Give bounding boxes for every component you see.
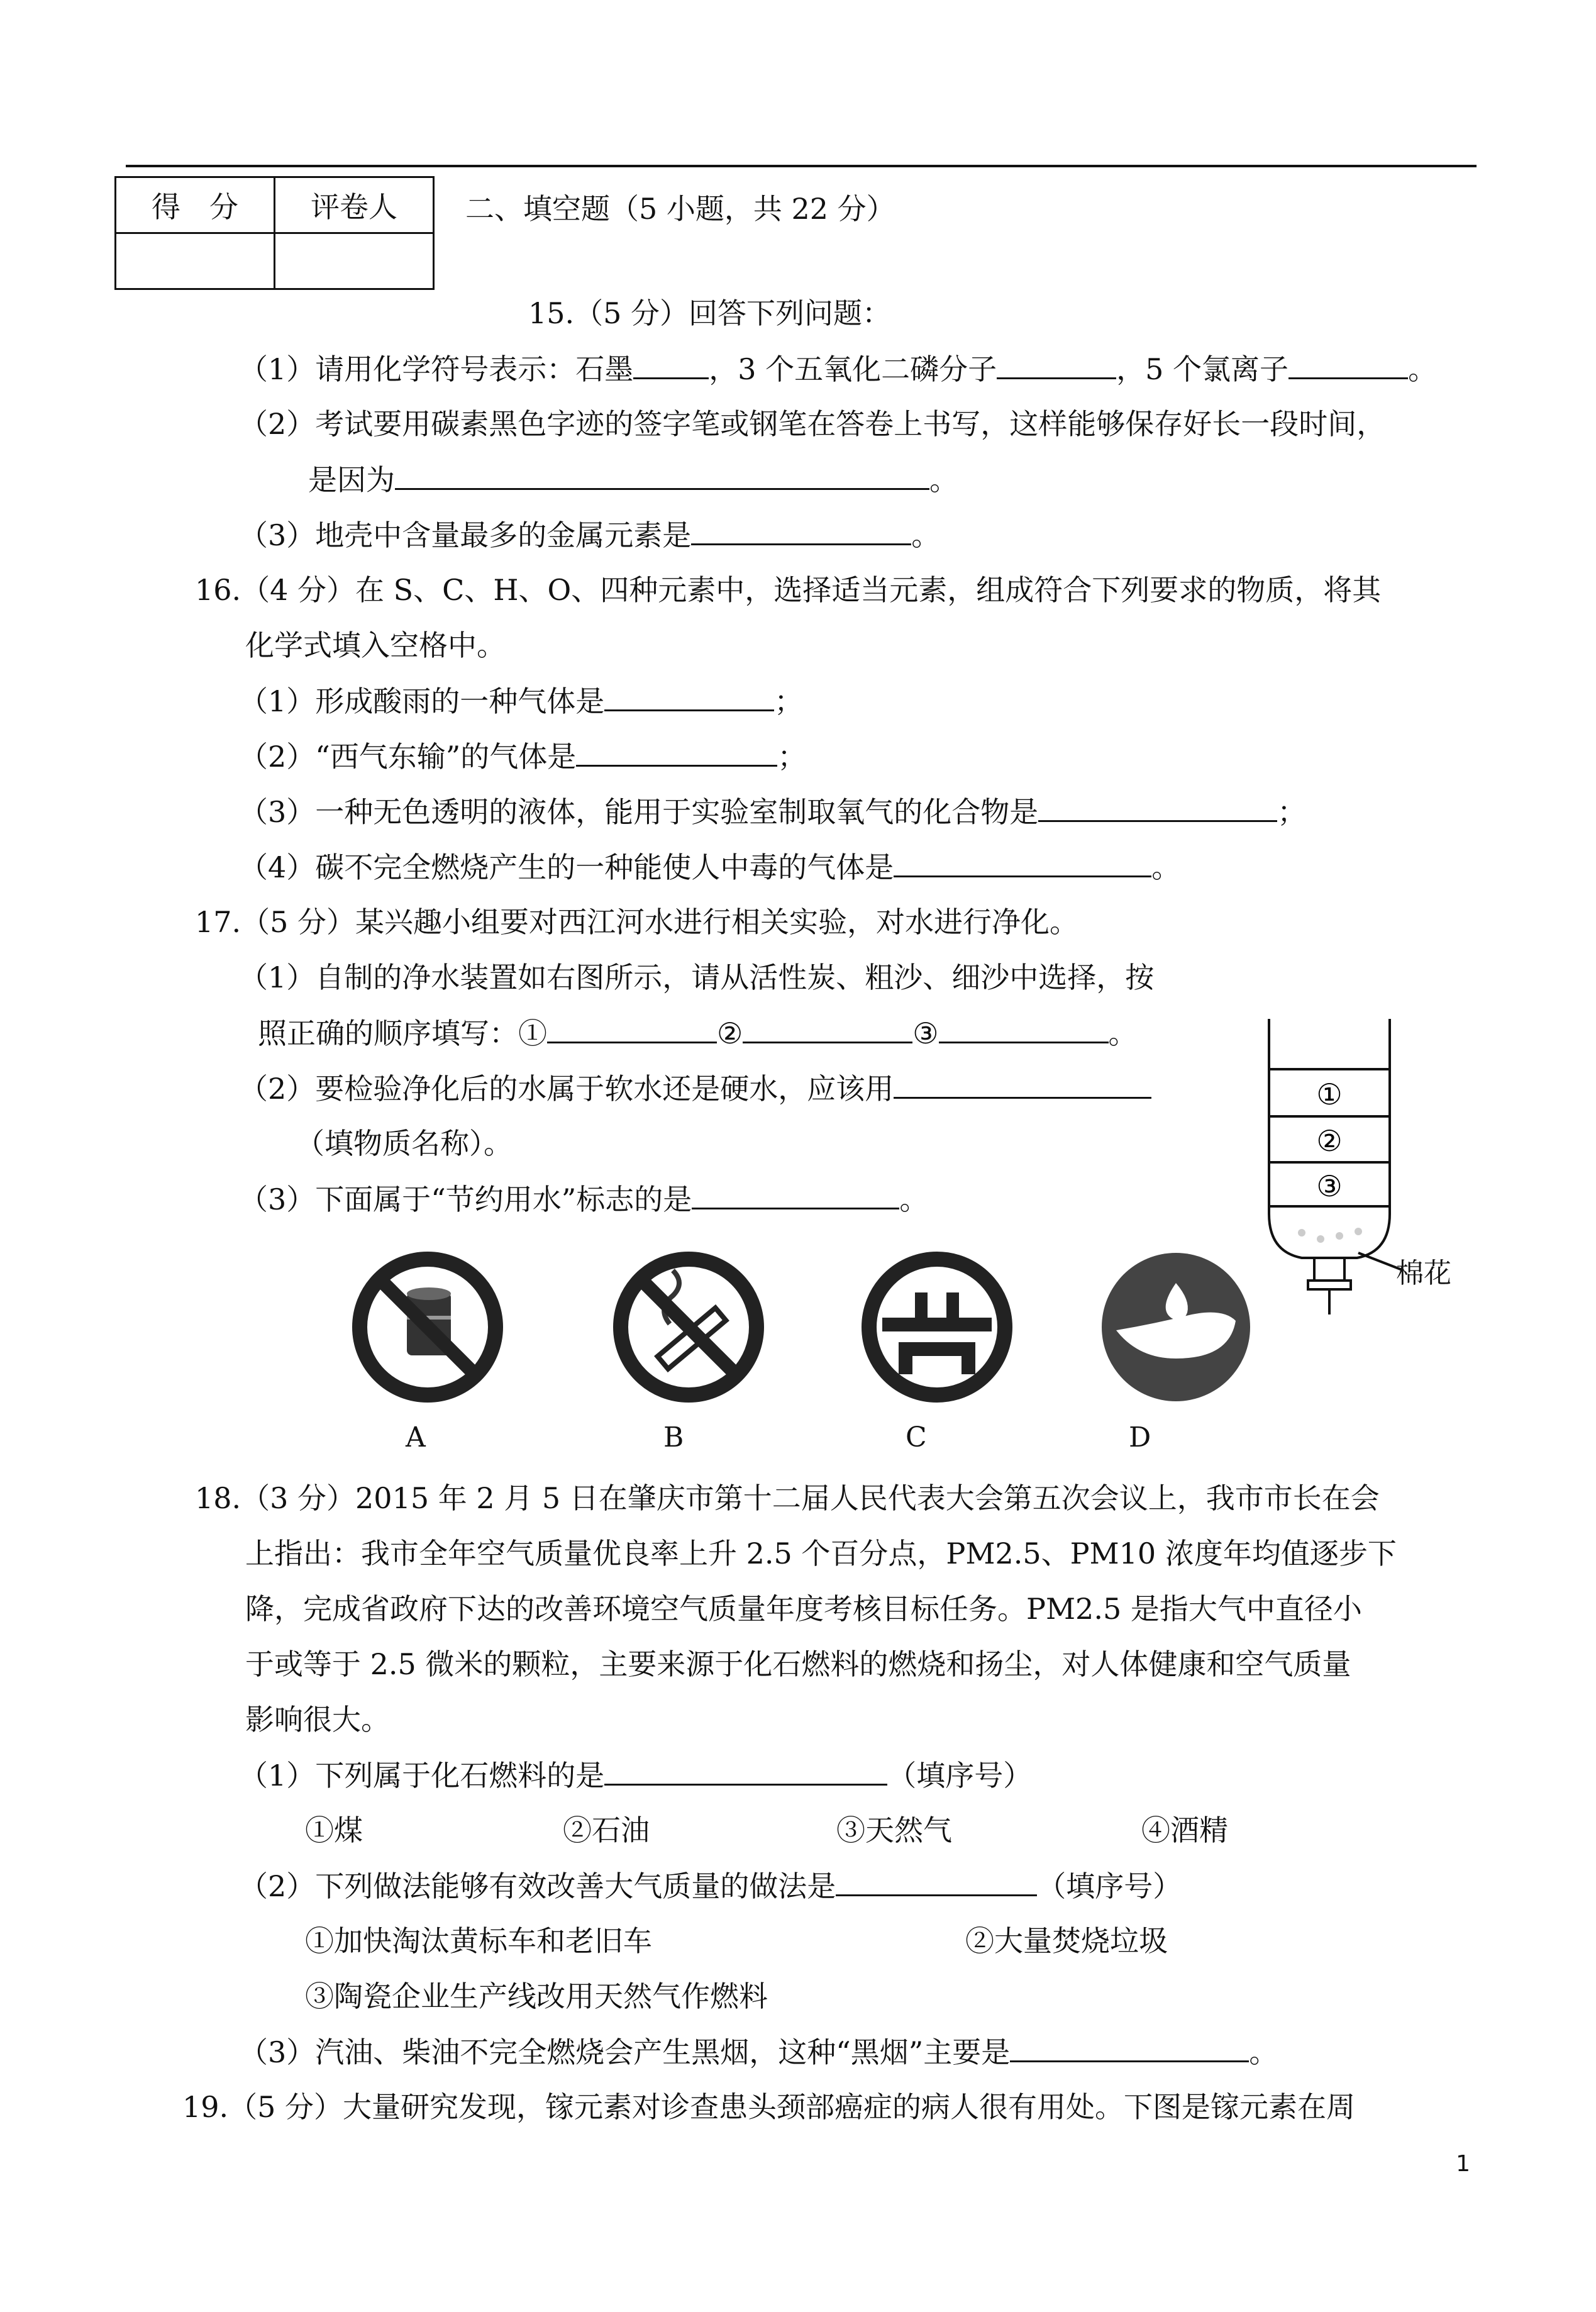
q18-part1: （1）下列属于化石燃料的是 （填序号）: [239, 1756, 1032, 1794]
q17-part1-line1: （1）自制的净水装置如右图所示，请从活性炭、粗沙、细沙中选择，按: [239, 960, 1155, 994]
answer-blank[interactable]: [395, 460, 929, 490]
sign-label-c: C: [906, 1421, 927, 1453]
answer-blank[interactable]: [1038, 792, 1277, 822]
no-smoking-icon[interactable]: [610, 1248, 767, 1406]
answer-blank[interactable]: [604, 682, 774, 711]
score-cell: [116, 233, 275, 289]
q16-part3: （3）一种无色透明的液体，能用于实验室制取氧气的化合物是 ；: [239, 792, 1306, 831]
q18-line4: 于或等于 2.5 微米的颗粒，主要来源于化石燃料的燃烧和扬尘，对人体健康和空气质量: [245, 1647, 1351, 1681]
filter-layer-1: ①: [1316, 1077, 1343, 1111]
filter-layer-2: ②: [1316, 1124, 1343, 1158]
answer-blank[interactable]: [1010, 2033, 1249, 2062]
answer-blank[interactable]: [939, 1014, 1109, 1043]
answer-blank[interactable]: [743, 1014, 912, 1043]
answer-blank[interactable]: [894, 848, 1151, 877]
q18-part3: （3）汽油、柴油不完全燃烧会产生黑烟，这种“黑烟”主要是 。: [239, 2033, 1278, 2071]
sign-label-b: B: [663, 1421, 684, 1453]
q15-part2-line2: 是因为 。: [308, 460, 958, 499]
grader-label: 评卷人: [275, 177, 434, 233]
filter-layer-3: ③: [1316, 1169, 1343, 1203]
sign-label-a: A: [406, 1421, 426, 1453]
q18-line2: 上指出：我市全年空气质量优良率上升 2.5 个百分点，PM2.5、PM10 浓度年均值逐步下: [245, 1537, 1397, 1570]
answer-blank[interactable]: [691, 516, 911, 545]
answer-blank[interactable]: [894, 1069, 1151, 1099]
answer-blank[interactable]: [836, 1867, 1037, 1896]
q18-part2: （2）下列做法能够有效改善大气质量的做法是 （填序号）: [239, 1867, 1182, 1905]
q16-part1: （1）形成酸雨的一种气体是 ；: [239, 682, 803, 720]
q18-option-2b: ②大量焚烧垃圾: [965, 1924, 1168, 1958]
answer-blank[interactable]: [576, 737, 777, 767]
q16-part2: （2）“西气东输”的气体是 ；: [239, 737, 806, 775]
q17-part2-line2: （填物质名称）。: [296, 1126, 513, 1160]
answer-blank[interactable]: [692, 1180, 899, 1209]
q15-part3: （3）地壳中含量最多的金属元素是 。: [239, 516, 940, 554]
q18-option-2a: ①加快淘汰黄标车和老旧车: [305, 1924, 652, 1958]
answer-blank[interactable]: [997, 350, 1116, 379]
q18-option-alcohol: ④酒精: [1141, 1813, 1228, 1847]
header-rule: [126, 165, 1477, 167]
q18-option-oil: ②石油: [563, 1813, 650, 1847]
q19-line1: 19.（5 分）大量研究发现，镓元素对诊查患头颈部癌症的病人很有用处。下图是镓元素在周: [182, 2090, 1356, 2124]
answer-blank[interactable]: [604, 1756, 887, 1786]
q17-heading: 17.（5 分）某兴趣小组要对西江河水进行相关实验，对水进行净化。: [195, 905, 1079, 939]
q17-part1-line2: 照正确的顺序填写：① ② ③ 。: [258, 1014, 1138, 1052]
section-title: 二、填空题（5 小题，共 22 分）: [465, 192, 895, 226]
page-number: 1: [1456, 2151, 1470, 2177]
water-saving-logo-icon[interactable]: [858, 1248, 1016, 1406]
q18-line3: 降，完成省政府下达的改善环境空气质量年度考核目标任务。PM2.5 是指大气中直径小: [245, 1592, 1362, 1626]
q15-part2-line1: （2）考试要用碳素黑色字迹的签字笔或钢笔在答卷上书写，这样能够保存好长一段时间，: [239, 407, 1386, 441]
q15-part1: （1）请用化学符号表示：石墨 ，3 个五氧化二磷分子 ，5 个氯离子 。: [239, 350, 1437, 388]
answer-blank[interactable]: [633, 350, 709, 379]
answer-blank[interactable]: [1288, 350, 1408, 379]
cotton-label: 棉花: [1396, 1257, 1451, 1289]
q18-line5: 影响很大。: [245, 1703, 390, 1737]
q17-part2-line1: （2）要检验净化后的水属于软水还是硬水，应该用: [239, 1069, 1151, 1108]
q16-heading-line2: 化学式填入空格中。: [245, 628, 506, 662]
q18-line1: 18.（3 分）2015 年 2 月 5 日在肇庆市第十二届人民代表大会第五次会议上，我市市长在会: [195, 1481, 1380, 1515]
score-table: [114, 176, 435, 290]
q18-option-2c: ③陶瓷企业生产线改用天然气作燃料: [305, 1979, 768, 2013]
q15-heading: 15.（5 分）回答下列问题：: [528, 296, 892, 330]
water-drop-hand-icon[interactable]: [1097, 1248, 1255, 1406]
answer-blank[interactable]: [547, 1014, 717, 1043]
q18-option-gas: ③天然气: [836, 1813, 952, 1847]
q17-part3: （3）下面属于“节约用水”标志的是 。: [239, 1180, 928, 1218]
no-oil-drum-icon[interactable]: [349, 1248, 506, 1406]
sign-label-d: D: [1129, 1421, 1151, 1453]
q16-part4: （4）碳不完全燃烧产生的一种能使人中毒的气体是 。: [239, 848, 1180, 886]
score-label: 得 分: [116, 177, 275, 233]
q18-option-coal: ①煤: [305, 1813, 363, 1847]
grader-cell: [275, 233, 434, 289]
q16-heading-line1: 16.（4 分）在 S、C、H、O、四种元素中，选择适当元素，组成符合下列要求的物质，将其: [195, 573, 1382, 607]
